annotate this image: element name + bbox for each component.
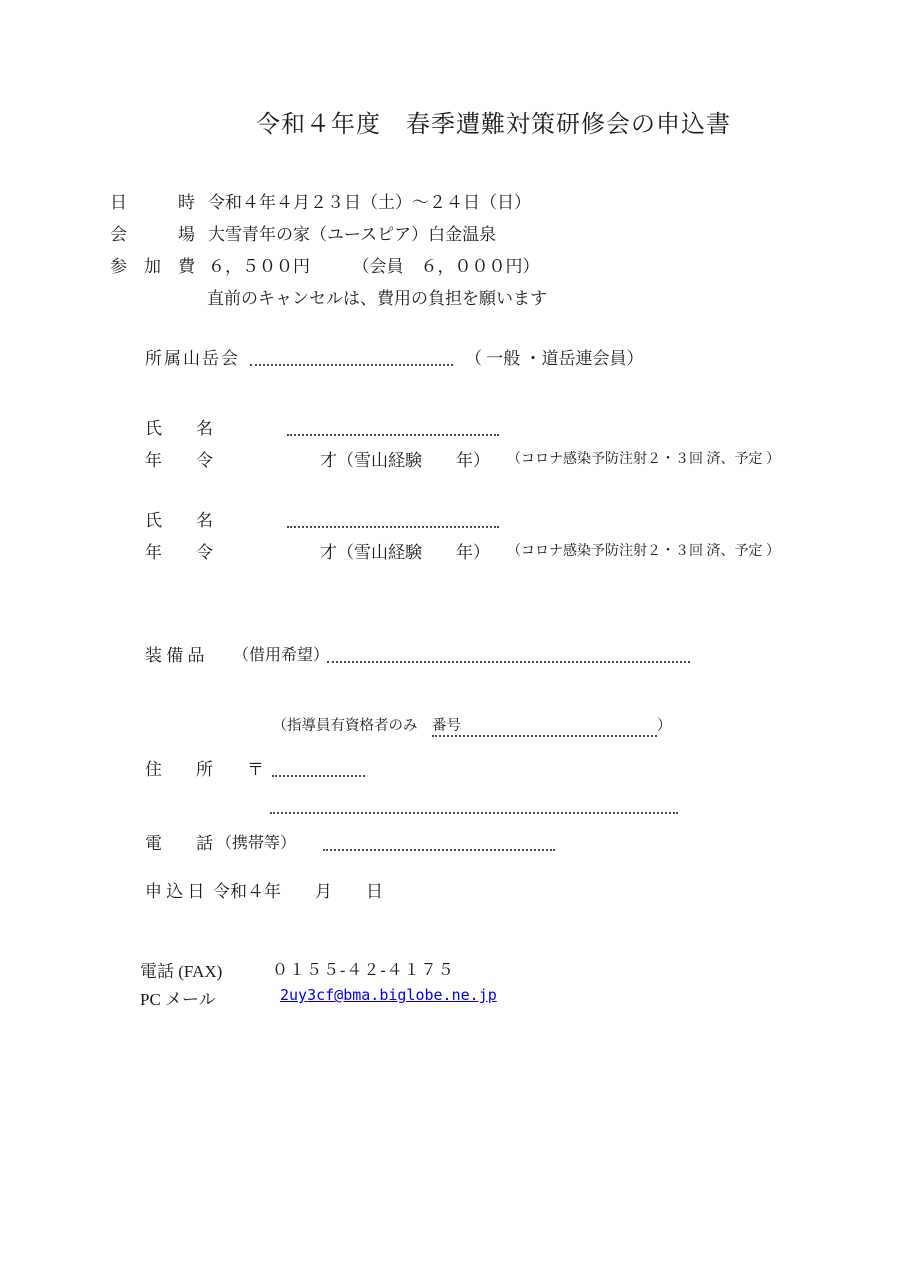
- participant-1-age-value: 才（雪山経験 年）: [320, 451, 490, 470]
- equipment-fill-line: [327, 641, 690, 663]
- address-fill-line: [270, 794, 678, 814]
- participant-1-name-label: 氏 名: [145, 419, 213, 438]
- fee-row: [110, 252, 540, 276]
- venue-row: [110, 220, 497, 244]
- address-row: [145, 755, 264, 779]
- application-date-value: 令和４年 月 日: [213, 882, 383, 901]
- fax-label: 電話 (FAX): [140, 962, 223, 981]
- datetime-value: 令和４年４月２３日（土）～２４日（日）: [208, 193, 531, 212]
- datetime-label: 日 時: [110, 193, 195, 212]
- email-link[interactable]: 2uy3cf@bma.biglobe.ne.jp: [280, 986, 497, 1004]
- equipment-rental-label: （借用希望）: [233, 647, 330, 664]
- participant-2-age-value: 才（雪山経験 年）: [320, 543, 490, 562]
- cancel-note: 直前のキャンセルは、費用の負担を願います: [207, 289, 547, 308]
- participant-1-age-row: [145, 446, 780, 470]
- membership-options: （ 一般 ・道岳連会員）: [465, 349, 644, 368]
- participant-1-covid-note: （コロナ感染予防注射２・３回 済、予定 ）: [507, 452, 780, 467]
- participant-2-age-row: [145, 538, 780, 562]
- phone-fill-line: [323, 829, 555, 851]
- venue-label: 会 場: [110, 225, 195, 244]
- fax-row: [140, 957, 455, 981]
- email-row: [140, 985, 497, 1009]
- address-row-2: [270, 794, 287, 818]
- postal-code-fill-line: [272, 755, 365, 777]
- participant-2-covid-note: （コロナ感染予防注射２・３回 済、予定 ）: [507, 544, 780, 559]
- participant-1-name-fill-line: [287, 414, 499, 436]
- application-date-row: [145, 877, 383, 901]
- equipment-row: [145, 641, 330, 665]
- instructor-number-fill-line: [432, 714, 657, 737]
- fee-label: 参 加 費: [110, 257, 195, 276]
- affiliation-label: 所属山岳会: [145, 349, 240, 368]
- cancel-note-row: [207, 284, 547, 308]
- venue-value: 大雪青年の家（ユースピア）白金温泉: [208, 225, 497, 244]
- phone-sub-label: （携帯等）: [216, 835, 297, 852]
- instructor-note-prefix: （指導員有資格者のみ: [272, 718, 432, 734]
- participant-1-age-label: 年 令: [145, 451, 213, 470]
- affiliation-row: [145, 344, 644, 368]
- datetime-row: [110, 188, 531, 212]
- fax-number: ０１５５-４２-４１７５: [272, 962, 455, 979]
- application-date-label: 申 込 日: [145, 882, 205, 901]
- phone-row: [145, 829, 297, 853]
- participant-2-age-label: 年 令: [145, 543, 213, 562]
- phone-label: 電 話: [145, 834, 213, 853]
- fee-value: ６，５００円 （会員 ６，０００円）: [208, 257, 540, 276]
- participant-2-name-fill-line: [287, 506, 499, 528]
- participant-2-name-row: [145, 506, 213, 530]
- instructor-note-suffix: ）: [657, 718, 672, 734]
- page-title: 令和４年度 春季遭難対策研修会の申込書: [256, 112, 731, 138]
- participant-2-name-label: 氏 名: [145, 511, 213, 530]
- participant-1-name-row: [145, 414, 213, 438]
- address-label: 住 所 〒: [145, 760, 264, 779]
- affiliation-fill-line: [250, 344, 453, 366]
- equipment-label: 装 備 品: [145, 646, 205, 665]
- instructor-number-label: 番号: [432, 718, 461, 734]
- instructor-number-row: [258, 697, 672, 734]
- email-label: PC メール: [140, 990, 216, 1009]
